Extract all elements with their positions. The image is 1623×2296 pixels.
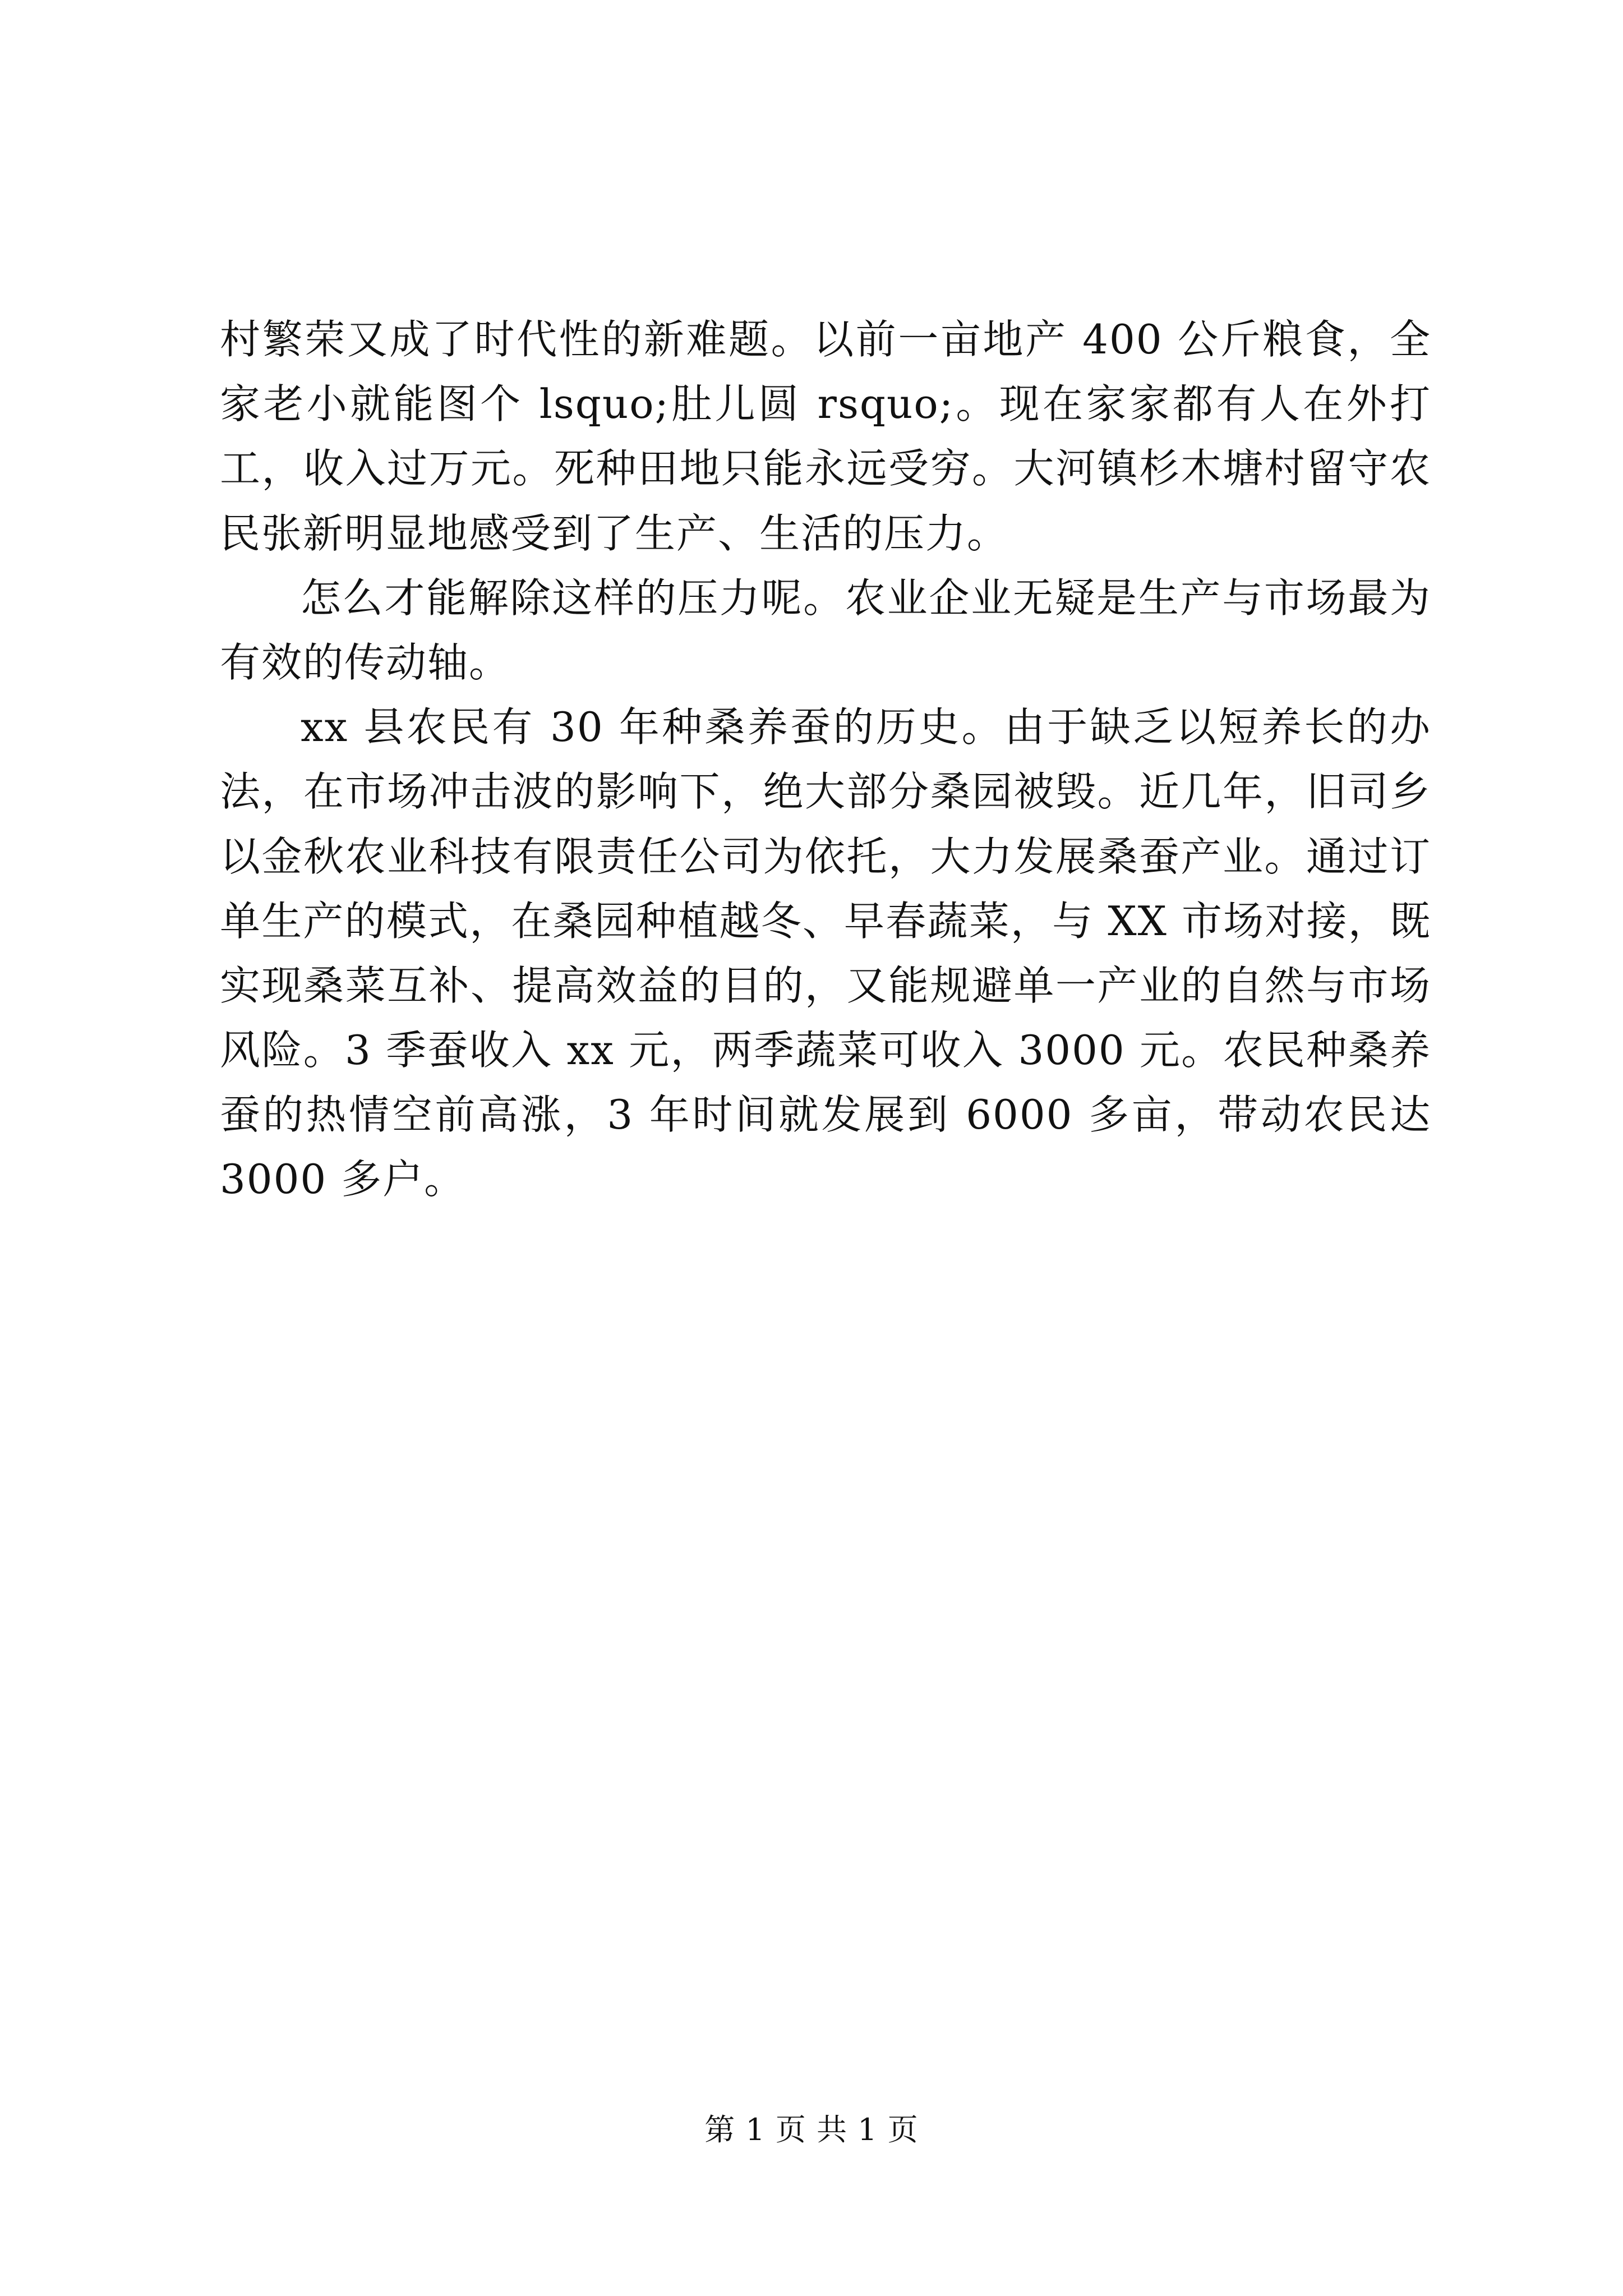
document-body bbox=[220, 307, 1431, 1212]
paragraph-question: 怎么才能解除这样的压力呢。农业企业无疑是生产与市场最为有效的传动轴。 bbox=[220, 574, 1431, 686]
page-number-footer: 第 1 页 共 1 页 bbox=[704, 2112, 919, 2147]
paragraph-county-sericulture: xx 县农民有 30 年种桑养蚕的历史。由于缺乏以短养长的办法，在市场冲击波的影响下，绝大部分桑园被毁。近几年，旧司乡以金秋农业科技有限责任公司为依托，大力发展桑蚕产业。通过订单生产的模式，在桑园种植越冬、早春蔬菜，与 XX 市场对接，既实现桑菜互补、提高效益的目的，又能规避单一产业的自然与市场风险。3 季蚕收入 xx 元，两季蔬菜可收入 3000 元。农民种桑养蚕的热情空前高涨，3 年时间就发展到 6000 多亩，带动农民达 3000 多户。 bbox=[220, 703, 1431, 1203]
paragraph-continuation: 村繁荣又成了时代性的新难题。以前一亩地产 400 公斤粮食，全家老小就能图个 lsquo;肚儿圆 rsquo;。现在家家都有人在外打工，收入过万元。死种田地只能永远受穷。大河镇杉木塘村留守农民张新明显地感受到了生产、生活的压力。 bbox=[220, 316, 1431, 557]
